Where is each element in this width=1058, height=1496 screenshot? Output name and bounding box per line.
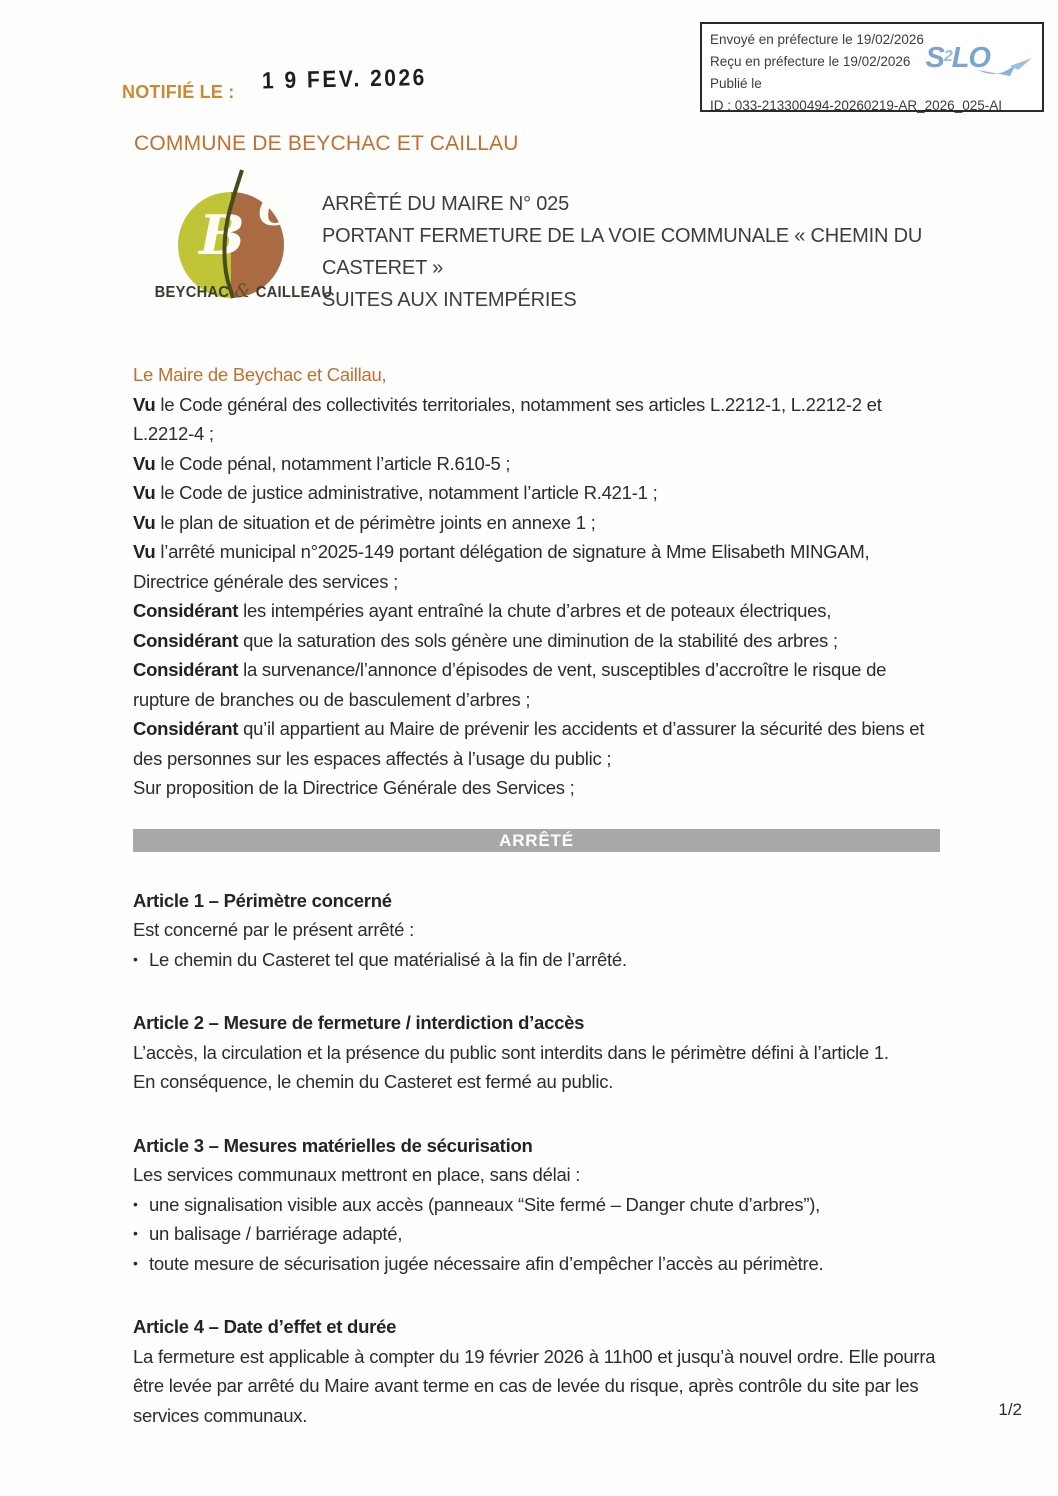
recital-text: les intempéries ayant entraîné la chute d’arbres et de poteaux électriques, (238, 600, 832, 621)
recital-considerant-2 (133, 626, 940, 656)
logo-letter-b: B (199, 203, 245, 267)
article-3-paragraph: Les services communaux mettront en place, sans délai : (133, 1164, 581, 1185)
article-3-bullet-3 (133, 1249, 940, 1279)
s2lo-sup: 2 (943, 48, 952, 65)
date-stamp: 1 9 FEV. 2026 (261, 64, 428, 95)
recital-text: le Code de justice administrative, notamment l’article R.421-1 ; (155, 482, 658, 503)
article-1 (133, 886, 940, 975)
recital-vu-3 (133, 478, 940, 508)
recital-text: Sur proposition de la Directrice Générale des Services ; (133, 777, 575, 798)
logo-caption-left: BEYCHAC (154, 284, 230, 301)
article-3-bullet-1 (133, 1190, 940, 1220)
recital-lead: Vu (133, 541, 156, 562)
article-1-paragraph: Est concerné par le présent arrêté : (133, 919, 414, 940)
town-logo (148, 168, 333, 306)
stamp-line-id: ID : 033-213300494-20260219-AR_2026_025-AI (710, 98, 1002, 113)
stamp-line-received: Reçu en préfecture le 19/02/2026 (710, 54, 911, 69)
recital-text: qu’il appartient au Maire de prévenir les accidents et d’assurer la sécurité des biens et des personnes sur les espaces affectés à l’usage du public ; (133, 718, 925, 769)
recital-considerant-4 (133, 714, 940, 773)
ampersand-icon: & (234, 280, 251, 302)
s2lo-swoosh-icon (976, 56, 1036, 80)
title-line-subject: PORTANT FERMETURE DE LA VOIE COMMUNALE « CHEMIN DU CASTERET » (322, 225, 923, 279)
article-1-title: Article 1 – Périmètre concerné (133, 889, 392, 911)
recital-lead: Vu (133, 452, 156, 474)
recital-lead: Considérant (133, 629, 239, 651)
recital-lead: Considérant (133, 659, 239, 680)
recital-lead: Vu (133, 511, 156, 533)
recital-vu-2 (133, 449, 940, 479)
notified-label: NOTIFIÉ LE : (122, 82, 235, 102)
bullet-text: toute mesure de sécurisation jugée nécessaire afin d’empêcher l’accès au périmètre. (149, 1252, 824, 1274)
s2lo-lo: LO (951, 42, 990, 74)
prefecture-stamp-box (700, 22, 1044, 112)
bullet-text: une signalisation visible aux accès (panneaux “Site fermé – Danger chute d’arbres”), (149, 1193, 821, 1215)
logo-letter-c: C (258, 186, 292, 235)
article-4-paragraph: La fermeture est applicable à compter du 19 février 2026 à 11h00 et jusqu’à nouvel ordre. Elle pourra être levée par arrêté du Maire avant terme en cas de levée du risque, après contrôle du site par les services communaux. (133, 1345, 936, 1426)
recital-lead: Considérant (133, 600, 239, 621)
logo-caption (154, 280, 333, 302)
recital-vu-5 (133, 537, 940, 596)
s2lo-logo (925, 42, 1036, 80)
recital-lead: Considérant (133, 718, 239, 739)
recital-vu-4 (133, 508, 940, 538)
article-2-paragraph-1: L’accès, la circulation et la présence du public sont interdits dans le périmètre défini à l’article 1. (133, 1041, 889, 1063)
bullet-icon: • (133, 1195, 138, 1212)
recital-lead: Vu (133, 393, 156, 415)
article-2-paragraph-2: En conséquence, le chemin du Casteret est fermé au public. (133, 1071, 614, 1092)
bullet-icon: • (133, 1254, 138, 1271)
s2lo-s: S (925, 42, 944, 74)
commune-heading: COMMUNE DE BEYCHAC ET CAILLAU (134, 132, 519, 155)
logo-caption-right: CAILLEAU (255, 284, 333, 301)
bullet-text: Le chemin du Casteret tel que matérialisé à la fin de l’arrêté. (149, 948, 627, 970)
article-4 (133, 1312, 940, 1430)
recitals-intro: Le Maire de Beychac et Caillau, (133, 364, 387, 385)
bullet-icon: • (133, 950, 138, 967)
bullet-text: un balisage / barriérage adapté, (149, 1223, 403, 1244)
article-2 (133, 1008, 940, 1097)
document-title (322, 188, 967, 316)
article-3-bullet-2 (133, 1219, 940, 1249)
bullet-icon: • (133, 1225, 138, 1241)
recital-text: que la saturation des sols génère une diminution de la stabilité des arbres ; (238, 629, 838, 651)
recital-text: le plan de situation et de périmètre joints en annexe 1 ; (155, 511, 596, 533)
recital-text: le Code pénal, notamment l’article R.610-5 ; (155, 452, 511, 474)
recital-text: la survenance/l’annonce d’épisodes de vent, susceptibles d’accroître le risque de rupture de branches ou de basculement d’arbres ; (133, 659, 887, 710)
recital-text: le Code général des collectivités territoriales, notamment ses articles L.2212-1, L.2212-2 et L.2212-4 ; (133, 393, 882, 444)
recital-considerant-3 (133, 655, 940, 714)
document-body (133, 360, 940, 1430)
article-3 (133, 1131, 940, 1279)
arrete-banner: ARRÊTÉ (133, 829, 940, 852)
recital-vu-1 (133, 390, 940, 449)
stamp-line-published: Publié le (710, 76, 762, 91)
recital-sur-proposition (133, 773, 940, 803)
recital-lead: Vu (133, 482, 156, 503)
recital-considerant-1 (133, 596, 940, 626)
title-line-number: ARRÊTÉ DU MAIRE N° 025 (322, 193, 569, 215)
title-line-reason: SUITES AUX INTEMPÉRIES (322, 289, 577, 311)
article-4-title: Article 4 – Date d’effet et durée (133, 1316, 397, 1337)
article-1-bullet (133, 945, 940, 975)
page-number: 1/2 (998, 1400, 1022, 1419)
stamp-line-sent: Envoyé en préfecture le 19/02/2026 (710, 32, 924, 47)
article-3-title: Article 3 – Mesures matérielles de sécurisation (133, 1134, 533, 1156)
article-2-title: Article 2 – Mesure de fermeture / interdiction d’accès (133, 1012, 585, 1033)
recital-text: l’arrêté municipal n°2025-149 portant délégation de signature à Mme Elisabeth MINGAM, Directrice générale des services ; (133, 541, 870, 592)
